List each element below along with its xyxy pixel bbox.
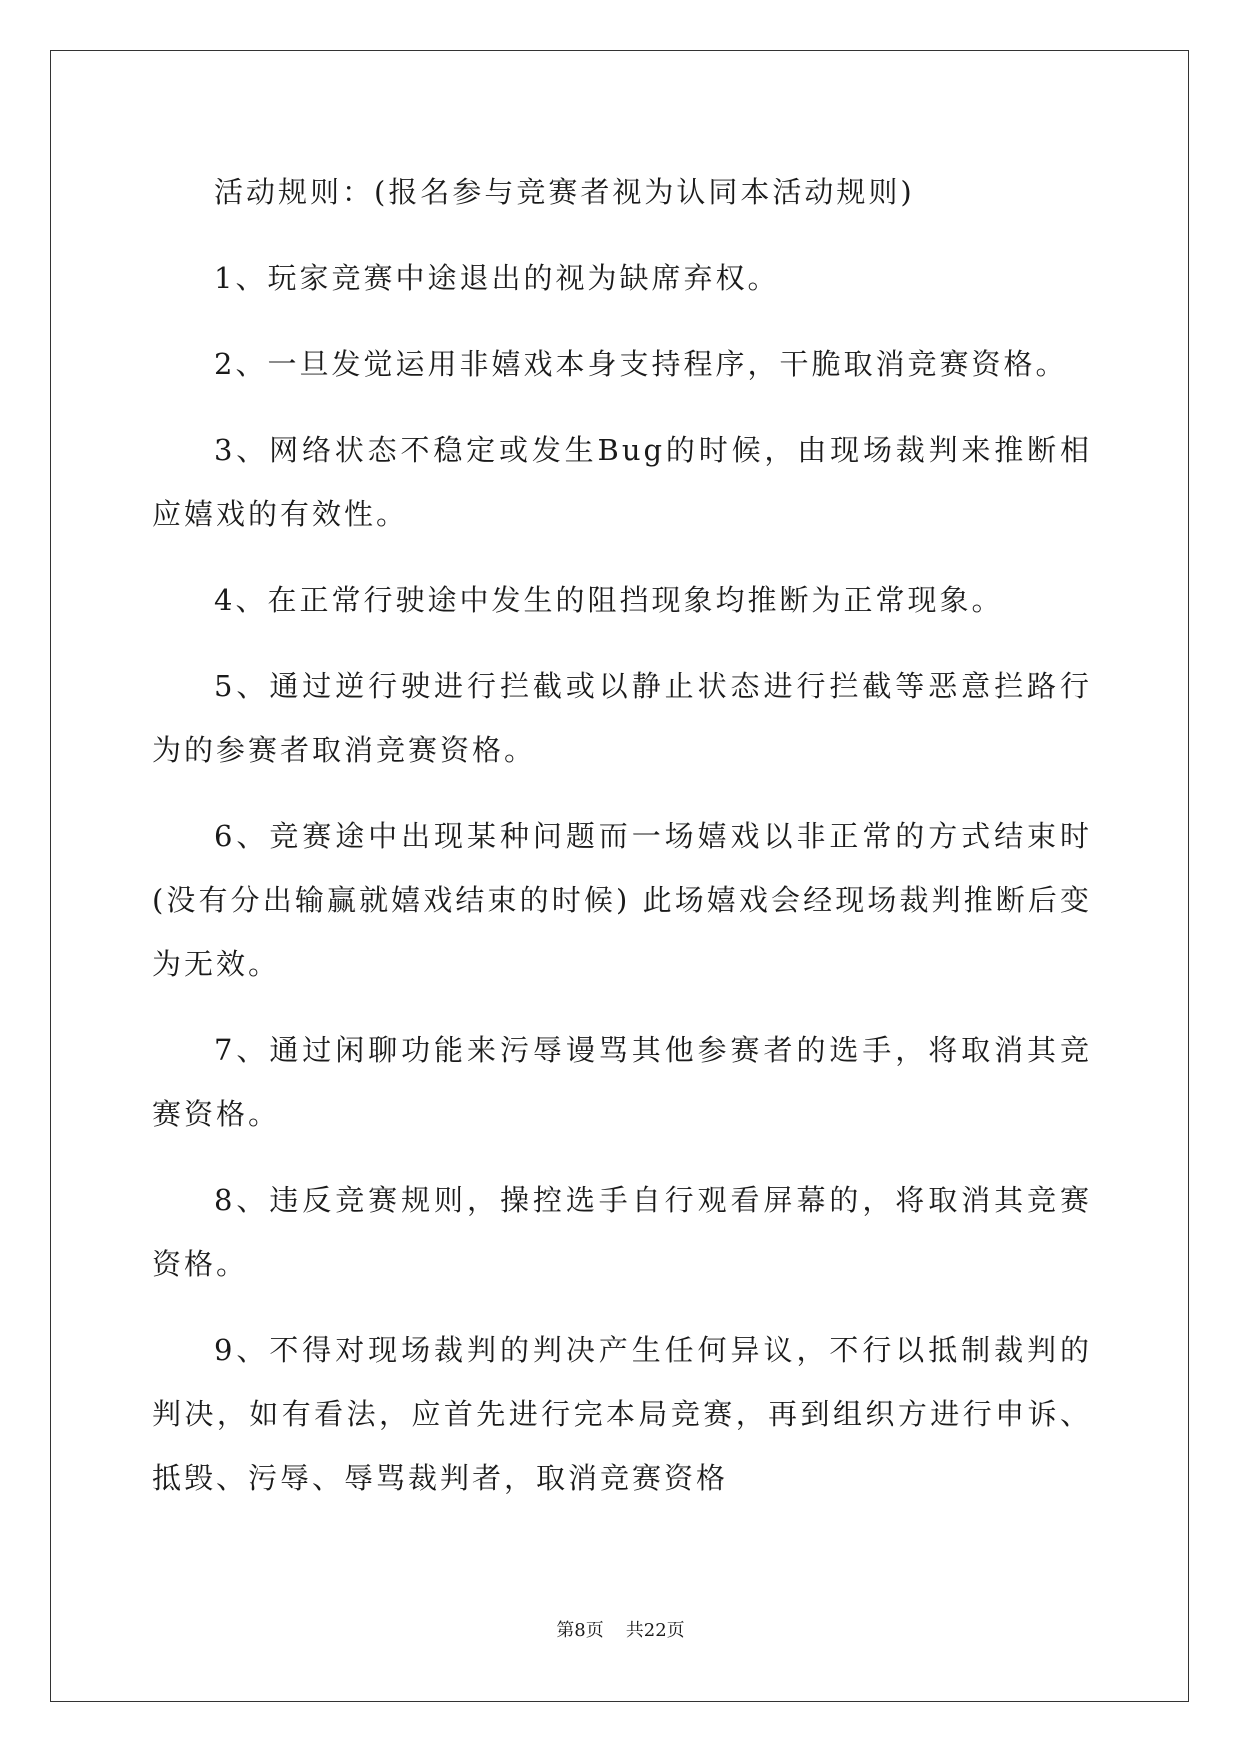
rule-item: 4、在正常行驶途中发生的阻挡现象均推断为正常现象。: [214, 583, 1004, 617]
rule-item: 2、一旦发觉运用非嬉戏本身支持程序，干脆取消竞赛资格。: [214, 347, 1068, 381]
rule-item: 3、网络状态不稳定或发生Bug的时候，由现场裁判来推断相应嬉戏的有效性。: [152, 433, 1092, 531]
rule-item: 7、通过闲聊功能来污辱谩骂其他参赛者的选手，将取消其竞赛资格。: [152, 1033, 1092, 1131]
rule-item: 5、通过逆行驶进行拦截或以静止状态进行拦截等恶意拦路行为的参赛者取消竞赛资格。: [152, 669, 1092, 767]
document-body: [152, 160, 1092, 1510]
rules-heading: 活动规则：(报名参与竞赛者视为认同本活动规则): [214, 175, 915, 209]
page-total: 共22页: [625, 1620, 685, 1641]
rule-item: 6、竞赛途中出现某种问题而一场嬉戏以非正常的方式结束时(没有分出输赢就嬉戏结束的时候) 此场嬉戏会经现场裁判推断后变为无效。: [152, 819, 1092, 981]
page-number: 第8页: [556, 1620, 604, 1641]
rule-item: 8、违反竞赛规则，操控选手自行观看屏幕的，将取消其竞赛资格。: [152, 1183, 1092, 1281]
page-footer: [0, 1616, 1241, 1642]
rule-item: 9、不得对现场裁判的判决产生任何异议，不行以抵制裁判的判决，如有看法，应首先进行完本局竞赛，再到组织方进行申诉、抵毁、污辱、辱骂裁判者，取消竞赛资格: [152, 1333, 1092, 1495]
rule-item: 1、玩家竞赛中途退出的视为缺席弃权。: [214, 261, 780, 295]
